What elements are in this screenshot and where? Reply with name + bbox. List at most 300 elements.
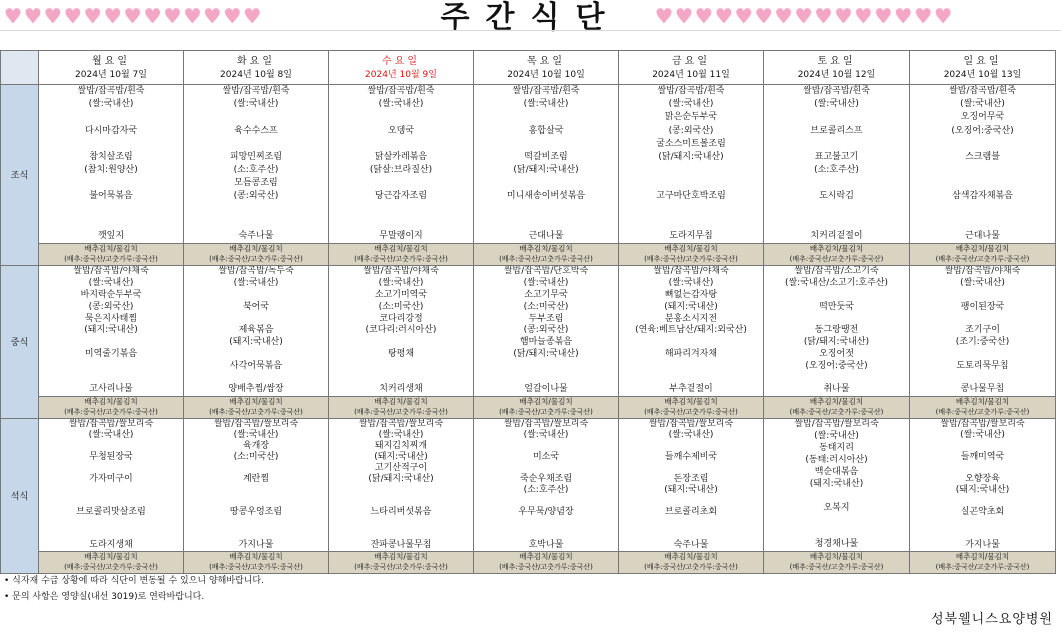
- kimchi-label: 배추김치/물김치: [229, 397, 283, 407]
- kimchi-label: 배추김치/물김치: [664, 244, 718, 254]
- menu-item: [329, 217, 473, 230]
- menu-item: 육개장: [242, 440, 270, 451]
- meal-cell: [764, 265, 910, 396]
- kimchi-origin: (배추:중국산/고춧가루:중국산): [354, 255, 448, 264]
- menu-item: 분홍소시지전: [664, 313, 718, 324]
- menu-item: (쌀:국내산): [523, 99, 569, 110]
- kimchi-row: [1, 396, 1056, 418]
- menu-item: (쌀:국내산): [233, 99, 279, 110]
- menu-item: [474, 203, 618, 216]
- heart-icon: ♥: [63, 4, 82, 28]
- menu-item: (소:미국산): [523, 301, 569, 312]
- kimchi-origin: (배추:중국산/고춧가루:중국산): [209, 255, 303, 264]
- menu-item: (쌀:국내산): [88, 278, 134, 289]
- menu-item: [474, 518, 618, 529]
- menu-item: 맑은순두부국: [664, 112, 718, 123]
- page-title: 주간식단: [440, 0, 621, 35]
- menu-item: [764, 527, 909, 539]
- menu-item: (돼지:국내산): [664, 301, 718, 312]
- menu-item: [329, 372, 473, 384]
- menu-item: 숙주나물: [238, 230, 274, 241]
- menu-item: (돼지:국내산): [809, 479, 864, 490]
- menu-item: (연육:베트남산/돼지:외국산): [635, 325, 747, 336]
- menu-item: [39, 485, 183, 496]
- kimchi-cell: [184, 551, 329, 573]
- kimchi-cell: [184, 396, 329, 418]
- menu-item: 도라지무침: [669, 230, 713, 241]
- menu-item: 잔파콩나물무침: [370, 539, 432, 550]
- menu-item: 쌀밥/잡곡밥/쌀보리죽: [794, 419, 879, 430]
- kimchi-label: 배추김치/물김치: [955, 397, 1010, 407]
- menu-item: [619, 463, 763, 474]
- menu-item: [184, 372, 328, 384]
- menu-item: 가지나물: [965, 539, 1000, 550]
- menu-item: 오복지: [823, 503, 850, 514]
- heart-icon: ♥: [734, 4, 753, 28]
- menu-item: [619, 360, 763, 372]
- meal-cell: [329, 418, 474, 551]
- menu-item: 동태지리: [819, 443, 854, 454]
- menu-item: [910, 441, 1055, 452]
- menu-item: 홍합살국: [528, 125, 564, 136]
- kimchi-label: 배추김치/물김치: [664, 397, 718, 407]
- menu-item: 쌀밥/잡곡밥/쌀보리죽: [503, 418, 589, 429]
- heart-icon: ♥: [655, 4, 673, 28]
- heart-icon: ♥: [854, 4, 873, 28]
- meal-cell: [619, 85, 764, 244]
- meal-cell: [184, 85, 329, 244]
- day-name: 금요일: [672, 55, 710, 67]
- menu-item: (돼지:국내산): [84, 325, 138, 336]
- menu-item: (닭/돼지:국내산): [513, 165, 579, 176]
- menu-item: [474, 138, 618, 151]
- menu-item: 취나물: [823, 384, 850, 395]
- menu-item: [184, 496, 328, 507]
- meal-cell: [910, 265, 1056, 396]
- menu-item: (쌀:국내산): [233, 429, 279, 440]
- menu-item: [474, 463, 618, 474]
- menu-item: [619, 217, 763, 230]
- menu-item: 콩나물무침: [960, 384, 1005, 395]
- meal-cell: [39, 85, 184, 244]
- menu-item: [184, 529, 328, 540]
- menu-item: 쌀밥/잡곡밥/야채죽: [363, 266, 439, 277]
- menu-item: [764, 372, 909, 384]
- menu-item: [619, 496, 763, 507]
- day-name: 목요일: [527, 55, 565, 67]
- menu-item: 오뎅국: [387, 125, 415, 136]
- menu-item: [39, 360, 183, 372]
- menu-item: [329, 177, 473, 190]
- menu-item: 불어묵볶음: [89, 191, 133, 202]
- menu-item: 모듬콩조림: [234, 178, 278, 189]
- kimchi-cell: [619, 396, 764, 418]
- day-date: 2024년 10월 11일: [652, 69, 730, 80]
- meal-cell: [474, 418, 619, 551]
- menu-item: [329, 360, 473, 372]
- meal-cell: [910, 85, 1056, 244]
- menu-item: [764, 138, 909, 151]
- menu-item: [764, 177, 909, 190]
- menu-item: 동그랑땡전: [814, 325, 859, 336]
- meal-cell: [184, 265, 329, 396]
- heart-icon: ♥: [4, 4, 22, 28]
- menu-item: [619, 177, 763, 190]
- kimchi-label: 배추김치/물김치: [229, 244, 283, 254]
- meal-cell: [619, 418, 764, 551]
- menu-item: 들깨수제비국: [664, 451, 718, 462]
- heart-icon: ♥: [143, 4, 162, 28]
- meal-row: [1, 85, 1056, 244]
- menu-item: [619, 203, 763, 216]
- menu-item: 소고기미역국: [374, 289, 428, 300]
- day-name: 수요일: [382, 55, 420, 67]
- menu-item: (쌀:국내산): [233, 278, 279, 289]
- menu-item: (쌀:국내산): [668, 99, 714, 110]
- kimchi-label: 배추김치/물김치: [84, 552, 138, 562]
- menu-item: 사각어묵볶음: [229, 360, 283, 371]
- menu-item: 고기산적구이: [374, 462, 428, 473]
- menu-item: (쌀:국내산): [88, 429, 134, 440]
- kimchi-cell: [39, 551, 184, 573]
- kimchi-cell: [474, 396, 619, 418]
- day-name: 화요일: [237, 55, 275, 67]
- heart-icon: ♥: [223, 4, 242, 28]
- menu-item: [474, 441, 618, 452]
- menu-item: 표고불고기: [814, 151, 859, 162]
- menu-item: [39, 372, 183, 384]
- kimchi-cell: [619, 243, 764, 265]
- menu-item: [184, 111, 328, 124]
- menu-item: [474, 360, 618, 372]
- menu-item: (콩:외국산): [233, 191, 279, 202]
- meal-cell: [184, 418, 329, 551]
- menu-item: [764, 290, 909, 302]
- menu-item: [39, 138, 183, 151]
- day-header-row: [1, 51, 1056, 85]
- menu-item: (쌀:국내산): [668, 278, 714, 289]
- menu-item: 도토리묵무침: [956, 360, 1009, 371]
- kimchi-label: 배추김치/물김치: [955, 244, 1010, 254]
- day-name: 토요일: [817, 55, 856, 67]
- menu-item: [910, 518, 1055, 529]
- menu-item: [910, 349, 1055, 361]
- menu-item: 해파리겨자채: [664, 348, 718, 359]
- kimchi-label: 배추김치/물김치: [809, 397, 864, 407]
- day-header-mon: [39, 51, 184, 85]
- heart-icon: ♥: [794, 4, 813, 28]
- heart-icon: ♥: [934, 4, 953, 28]
- menu-item: [39, 441, 183, 452]
- menu-item: [184, 203, 328, 216]
- heart-icon: ♥: [814, 4, 833, 28]
- menu-item: 숙주나물: [673, 539, 709, 550]
- menu-item: (쌀:국내산): [668, 429, 714, 440]
- menu-item: 땅콩우엉조림: [229, 506, 283, 517]
- kimchi-cell: [764, 396, 910, 418]
- kimchi-row: [1, 243, 1056, 265]
- menu-item: (닭/돼지:국내산): [368, 473, 434, 484]
- menu-item: (닭/돼지:국내산): [658, 151, 724, 162]
- kimchi-origin: (배추:중국산/고춧가루:중국산): [499, 408, 593, 417]
- heart-icon: ♥: [243, 4, 262, 28]
- kimchi-label: 배추김치/물김치: [84, 244, 138, 254]
- menu-item: 쌀밥/잡곡밥/녹두죽: [218, 266, 294, 277]
- menu-item: (쌀:국내산): [814, 99, 859, 110]
- kimchi-cell: [39, 243, 184, 265]
- menu-item: [329, 337, 473, 349]
- kimchi-cell: [910, 551, 1056, 573]
- kimchi-origin: (배추:중국산/고춧가루:중국산): [789, 255, 884, 264]
- menu-item: 다시마감자국: [84, 125, 138, 136]
- day-date: 2024년 10월 7일: [75, 69, 147, 80]
- menu-item: 쌀밥/잡곡밥/흰죽: [367, 86, 435, 97]
- menu-item: (쌀:국내산): [378, 278, 424, 289]
- menu-item: (닭살:브라질산): [369, 165, 433, 176]
- kimchi-origin: (배추:중국산/고춧가루:중국산): [209, 563, 303, 572]
- menu-item: 떡만둣국: [819, 301, 854, 312]
- meal-label: 석식: [1, 418, 39, 573]
- meal-cell: [39, 418, 184, 551]
- menu-item: 오징어무국: [960, 112, 1005, 123]
- menu-item: 고구마단호박조림: [656, 191, 726, 202]
- menu-item: [329, 529, 473, 540]
- menu-item: [619, 337, 763, 349]
- menu-item: 쌀밥/잡곡밥/쌀보리죽: [68, 418, 154, 429]
- menu-item: 쌀밥/잡곡밥/쌀보리죽: [213, 418, 299, 429]
- menu-item: [329, 138, 473, 151]
- menu-item: (코다리:러시아산): [365, 325, 437, 336]
- corner-cell: [1, 51, 39, 85]
- menu-item: [184, 518, 328, 529]
- kimchi-label: 배추김치/물김치: [809, 552, 864, 562]
- menu-item: (소:미국산): [378, 301, 424, 312]
- menu-item: [619, 529, 763, 540]
- kimchi-label: 배추김치/물김치: [809, 244, 864, 254]
- menu-item: 쌀밥/잡곡밥/소고기죽: [794, 266, 879, 277]
- kimchi-origin: (배추:중국산/고춧가루:중국산): [935, 408, 1030, 417]
- menu-item: 바지락순두부국: [80, 289, 142, 300]
- menu-body: [1, 85, 1056, 574]
- kimchi-origin: (배추:중국산/고춧가루:중국산): [789, 408, 884, 417]
- menu-item: [764, 313, 909, 325]
- heart-icon: ♥: [674, 4, 693, 28]
- kimchi-cell: [910, 243, 1056, 265]
- day-header-tue: [184, 51, 329, 85]
- kimchi-cell: [474, 551, 619, 573]
- kimchi-origin: (배추:중국산/고춧가루:중국산): [935, 255, 1030, 264]
- day-header-sun: [910, 51, 1056, 85]
- menu-item: [910, 177, 1055, 190]
- menu-item: [910, 529, 1055, 540]
- heart-icon: ♥: [163, 4, 182, 28]
- heart-icon: ♥: [714, 4, 733, 28]
- menu-item: [764, 111, 909, 124]
- kimchi-label: 배추김치/물김치: [374, 397, 428, 407]
- menu-item: [39, 203, 183, 216]
- day-header-wed: [329, 51, 474, 85]
- heart-icon: ♥: [123, 4, 142, 28]
- menu-item: [619, 518, 763, 529]
- menu-item: 근대나물: [528, 230, 564, 241]
- menu-item: 참치살조림: [89, 151, 133, 162]
- menu-item: [474, 529, 618, 540]
- note-line: • 식자재 수급 상황에 따라 식단이 변동될 수 있으니 양해바랍니다.: [4, 573, 264, 589]
- menu-item: 가지나물: [238, 539, 274, 550]
- day-date: 2024년 10월 8일: [220, 69, 292, 80]
- menu-item: 쌀밥/잡곡밥/야채죽: [73, 266, 149, 277]
- weekly-menu-table: [0, 50, 1056, 574]
- menu-item: (쌀:국내산/소고기:호주산): [784, 278, 889, 289]
- menu-item: 당근감자조림: [374, 191, 428, 202]
- menu-item: [184, 349, 328, 361]
- menu-item: 가자미구이: [89, 473, 133, 484]
- menu-item: 북어국: [242, 301, 270, 312]
- menu-item: [184, 463, 328, 474]
- menu-item: (쌀:국내산): [960, 99, 1005, 110]
- kimchi-origin: (배추:중국산/고춧가루:중국산): [499, 563, 593, 572]
- meal-cell: [39, 265, 184, 396]
- menu-item: 근대나물: [965, 230, 1000, 241]
- menu-item: [619, 372, 763, 384]
- menu-item: (돼지:국내산): [664, 484, 718, 495]
- kimchi-label: 배추김치/물김치: [519, 552, 573, 562]
- kimchi-label: 배추김치/물김치: [519, 244, 573, 254]
- heart-icon: ♥: [43, 4, 62, 28]
- day-header-sat: [764, 51, 910, 85]
- kimchi-origin: (배추:중국산/고춧가루:중국산): [209, 408, 303, 417]
- menu-item: (돼지:국내산): [229, 337, 283, 348]
- menu-item: (닭/돼지:국내산): [803, 337, 870, 348]
- kimchi-cell: [329, 396, 474, 418]
- menu-item: [39, 529, 183, 540]
- menu-item: 삼색감자채볶음: [952, 191, 1013, 202]
- kimchi-cell: [184, 243, 329, 265]
- menu-item: [39, 217, 183, 230]
- menu-item: 쌀밥/잡곡밥/흰죽: [657, 86, 725, 97]
- menu-item: [39, 518, 183, 529]
- kimchi-origin: (배추:중국산/고춧가루:중국산): [644, 408, 738, 417]
- menu-item: 떡갈비조림: [524, 151, 568, 162]
- meal-row: [1, 265, 1056, 396]
- meal-cell: [474, 265, 619, 396]
- menu-item: 부추겉절이: [669, 384, 713, 395]
- menu-item: 청경채나물: [814, 539, 859, 550]
- menu-item: 백순대볶음: [814, 467, 859, 478]
- menu-item: [910, 496, 1055, 507]
- meal-label: 조식: [1, 85, 39, 266]
- menu-item: [764, 217, 909, 230]
- menu-item: (돼지:국내산): [374, 451, 428, 462]
- menu-item: [619, 164, 763, 177]
- menu-item: 우무묵/양념장: [518, 506, 574, 517]
- menu-item: [329, 496, 473, 507]
- menu-item: 묵은지사태찜: [84, 313, 138, 324]
- kimchi-origin: (배추:중국산/고춧가루:중국산): [64, 563, 158, 572]
- menu-item: [184, 485, 328, 496]
- menu-item: [184, 313, 328, 325]
- menu-item: [39, 463, 183, 474]
- kimchi-cell: [764, 243, 910, 265]
- menu-item: [910, 372, 1055, 384]
- heart-icon: ♥: [183, 4, 202, 28]
- menu-item: [764, 203, 909, 216]
- kimchi-cell: [910, 396, 1056, 418]
- menu-item: 호박나물: [528, 539, 564, 550]
- menu-item: 미역줄기볶음: [84, 348, 138, 359]
- kimchi-label: 배추김치/물김치: [84, 397, 138, 407]
- menu-item: 계란찜: [242, 473, 270, 484]
- menu-item: [184, 138, 328, 151]
- menu-item: (콩:외국산): [88, 301, 134, 312]
- kimchi-origin: (배추:중국산/고춧가루:중국산): [64, 255, 158, 264]
- notes: [4, 573, 264, 605]
- day-date: 2024년 10월 10일: [507, 69, 585, 80]
- menu-item: 무말랭이지: [379, 230, 423, 241]
- menu-item: (오징어:중국산): [951, 125, 1014, 136]
- day-header-fri: [619, 51, 764, 85]
- meal-cell: [329, 265, 474, 396]
- menu-item: [329, 485, 473, 496]
- menu-item: [39, 111, 183, 124]
- menu-item: [764, 515, 909, 527]
- meal-label: 중식: [1, 265, 39, 418]
- kimchi-cell: [764, 551, 910, 573]
- menu-item: 미소국: [532, 451, 560, 462]
- menu-item: [184, 290, 328, 302]
- kimchi-cell: [474, 243, 619, 265]
- menu-item: 쌀밥/잡곡밥/쌀보리죽: [358, 418, 444, 429]
- heart-icon: ♥: [914, 4, 933, 28]
- meal-cell: [764, 418, 910, 551]
- menu-item: (쌀:국내산): [88, 99, 134, 110]
- heart-icon: ♥: [774, 4, 793, 28]
- menu-item: [474, 372, 618, 384]
- menu-item: (돼지:국내산): [955, 484, 1010, 495]
- meal-cell: [764, 85, 910, 244]
- kimchi-origin: (배추:중국산/고춧가루:중국산): [644, 563, 738, 572]
- menu-item: 들깨미역국: [960, 451, 1005, 462]
- menu-item: (쌀:국내산): [960, 429, 1005, 440]
- menu-item: 오향장육: [965, 473, 1000, 484]
- menu-item: 도라지생채: [89, 539, 133, 550]
- menu-item: [910, 313, 1055, 325]
- menu-item: 뼈없는감자탕: [664, 289, 718, 300]
- menu-item: 양배추찜/쌈장: [228, 384, 284, 395]
- kimchi-row: [1, 551, 1056, 573]
- heart-icon: ♥: [203, 4, 222, 28]
- menu-item: (쌀:국내산): [378, 99, 424, 110]
- menu-item: (콩:외국산): [668, 125, 714, 136]
- meal-cell: [619, 265, 764, 396]
- menu-item: 고사리나물: [89, 384, 133, 395]
- menu-item: 햄마늘종볶음: [519, 337, 573, 348]
- kimchi-origin: (배추:중국산/고춧가루:중국산): [499, 255, 593, 264]
- kimchi-cell: [39, 396, 184, 418]
- heart-icon: ♥: [894, 4, 913, 28]
- menu-item: 제육볶음: [238, 325, 274, 336]
- menu-item: (쌀:국내산): [960, 278, 1005, 289]
- menu-item: 육수수스프: [234, 125, 278, 136]
- kimchi-cell: [329, 551, 474, 573]
- day-header-thu: [474, 51, 619, 85]
- menu-item: 브로콜리맛살조림: [76, 506, 146, 517]
- menu-item: (쌀:국내산): [814, 431, 859, 442]
- menu-item: 돼지김치찌개: [374, 440, 428, 451]
- heart-icon: ♥: [103, 4, 122, 28]
- menu-item: 실곤약초회: [960, 506, 1005, 517]
- menu-item: 쌀밥/잡곡밥/단호박죽: [503, 266, 589, 277]
